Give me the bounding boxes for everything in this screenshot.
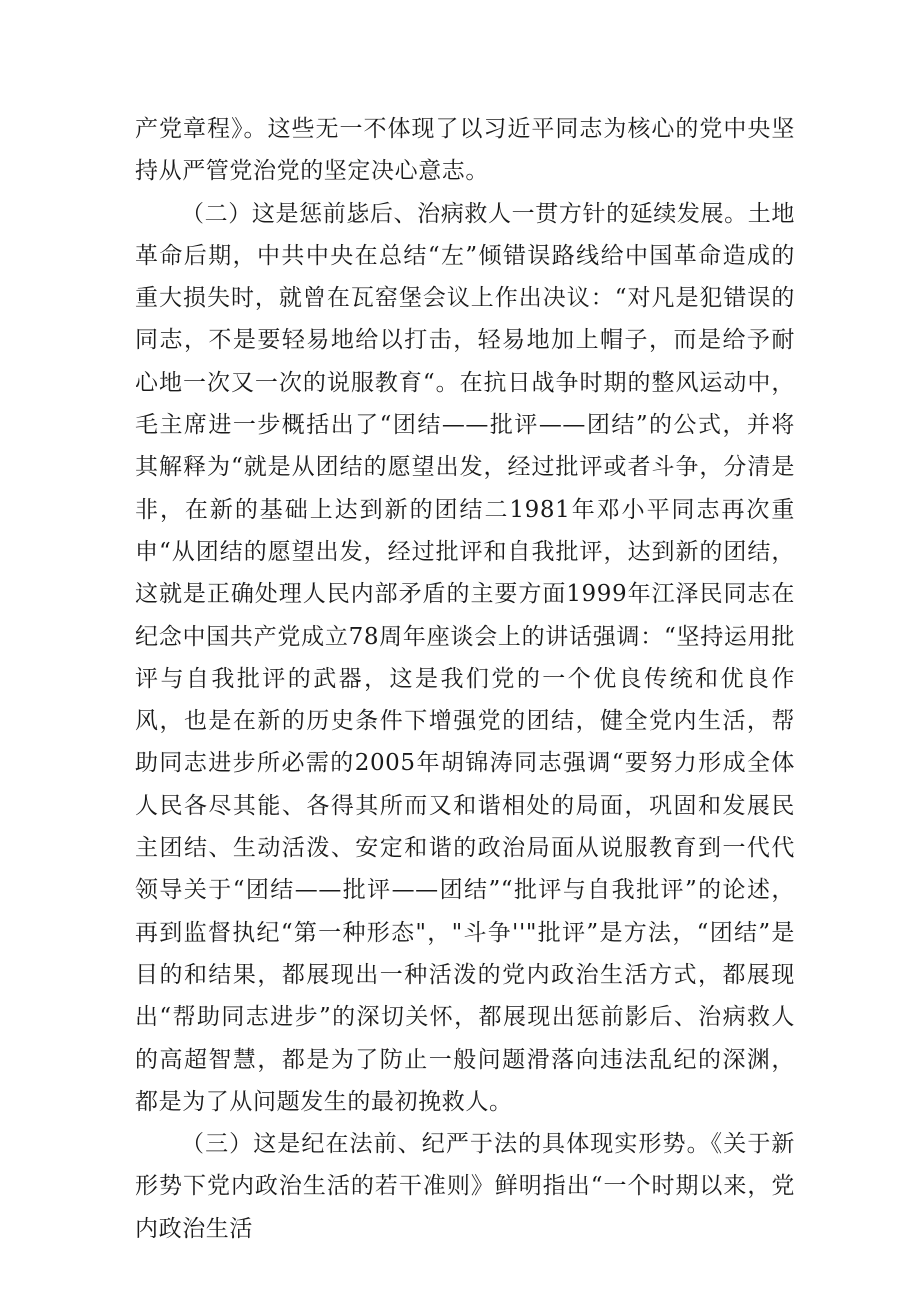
body-text bbox=[135, 108, 795, 1250]
paragraph-2: （二）这是惩前毖后、治病救人一贯方针的延续发展。土地革命后期，中共中央在总结“左”倾错误路线给中国革命造成的重大损失时，就曾在瓦窑堡会议上作出决议：“对凡是犯错误的同志，不是要轻易地给以打击，轻易地加上帽子，而是给予耐心地一次又一次的说服教育“。在抗日战争时期的整风运动中，毛主席进一步概括出了“团结——批评——团结”的公式，并将其解释为“就是从团结的愿望出发，经过批评或者斗争，分清是非，在新的基础上达到新的团结二1981年邓小平同志再次重申“从团结的愿望出发，经过批评和自我批评，达到新的团结，这就是正确处理人民内部矛盾的主要方面1999年江泽民同志在纪念中国共产党成立78周年座谈会上的讲话强调：“坚持运用批评与自我批评的武器，这是我们党的一个优良传统和优良作风，也是在新的历史条件下增强党的团结，健全党内生活，帮助同志进步所必需的2005年胡锦涛同志强调“要努力形成全体人民各尽其能、各得其所而又和谐相处的局面，巩固和发展民主团结、生动活泼、安定和谐的政治局面从说服教育到一代代领导关于“团结——批评——团结”“批评与自我批评”的论述，再到监督执纪“第一种形态"，"斗争''"批评”是方法，“团结”是目的和结果，都展现出一种活泼的党内政治生活方式，都展现出“帮助同志进步”的深切关怀，都展现出惩前影后、治病救人的高超智慧，都是为了防止一般问题滑落向违法乱纪的深渊，都是为了从问题发生的最初挽救人。 bbox=[135, 200, 795, 1115]
paragraph-3: （三）这是纪在法前、纪严于法的具体现实形势。《关于新形势下党内政治生活的若干准则》鲜明指出“一个时期以来，党内政治生活 bbox=[135, 1131, 795, 1242]
paragraph-1: 产党章程》。这些无一不体现了以习近平同志为核心的党中央坚持从严管党治党的坚定决心意志。 bbox=[135, 116, 795, 185]
